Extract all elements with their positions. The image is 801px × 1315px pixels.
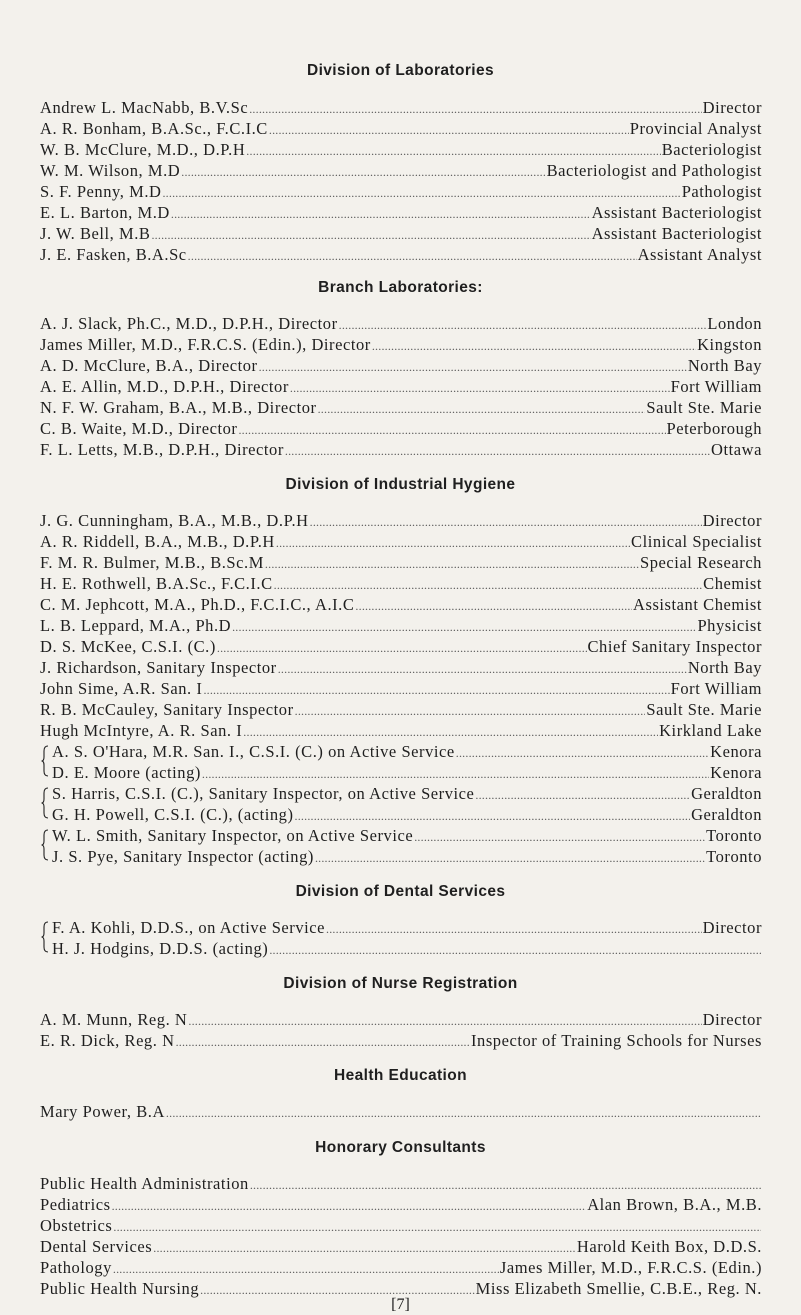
entry-name: J. S. Pye, Sanitary Inspector (acting) xyxy=(52,847,314,866)
entry-location: North Bay xyxy=(687,658,762,677)
laboratories-row xyxy=(40,98,762,118)
entry-location: Geraldton xyxy=(691,805,762,824)
entry-location: Kingston xyxy=(697,335,762,354)
dot-leader xyxy=(166,1103,761,1123)
entry-name: A. E. Allin, M.D., D.P.H., Director xyxy=(40,377,289,396)
entry-name: S. F. Penny, M.D xyxy=(40,182,162,201)
dot-leader xyxy=(372,336,696,356)
entry-name: J. E. Fasken, B.A.Sc xyxy=(40,245,187,264)
hygiene-row xyxy=(52,826,762,846)
dot-leader xyxy=(113,1259,499,1279)
field-name: Pediatrics xyxy=(40,1195,111,1214)
entry-title: Director xyxy=(702,511,762,530)
hygiene-row xyxy=(40,658,762,678)
entry-title: Pathologist xyxy=(681,182,762,201)
dot-leader xyxy=(414,827,705,847)
entry-location: North Bay xyxy=(687,356,762,375)
entry-name: H. E. Rothwell, B.A.Sc., F.C.I.C xyxy=(40,574,273,593)
laboratories-row xyxy=(40,203,762,223)
dot-leader xyxy=(243,722,658,742)
entry-name: E. R. Dick, Reg. N xyxy=(40,1031,175,1050)
branch-row xyxy=(40,314,762,334)
dot-leader xyxy=(339,315,707,335)
section-heading-branch-laboratories: Branch Laboratories: xyxy=(318,279,483,296)
hygiene-row xyxy=(40,532,762,552)
brace-icon xyxy=(41,829,49,861)
dot-leader xyxy=(188,246,637,266)
hygiene-row xyxy=(40,553,762,573)
entry-name: James Miller, M.D., F.R.C.S. (Edin.), Director xyxy=(40,335,371,354)
laboratories-row xyxy=(40,119,762,139)
consultant-row xyxy=(40,1174,762,1194)
entry-title: Assistant Bacteriologist xyxy=(591,203,762,222)
dot-leader xyxy=(265,554,639,574)
entry-location: Sault Ste. Marie xyxy=(646,398,762,417)
entry-title: Assistant Bacteriologist xyxy=(591,224,762,243)
laboratories-row xyxy=(40,245,762,265)
entry-name: A. J. Slack, Ph.C., M.D., D.P.H., Director xyxy=(40,314,338,333)
entry-title: Assistant Chemist xyxy=(633,595,762,614)
dot-leader xyxy=(112,1196,587,1216)
brace-icon xyxy=(41,745,49,777)
field-name: Public Health Nursing xyxy=(40,1279,200,1298)
dot-leader xyxy=(295,806,691,826)
entry-name: J. W. Bell, M.B xyxy=(40,224,151,243)
hygiene-row xyxy=(40,700,762,720)
dot-leader xyxy=(269,120,629,140)
entry-location: Kenora xyxy=(710,742,762,761)
dot-leader xyxy=(217,638,587,658)
branch-row xyxy=(40,398,762,418)
consultant-row xyxy=(40,1195,762,1215)
entry-name: J. G. Cunningham, B.A., M.B., D.P.H xyxy=(40,511,309,530)
health-education-row xyxy=(40,1102,762,1122)
laboratories-row xyxy=(40,224,762,244)
nurse-row xyxy=(40,1031,762,1051)
entry-location: Toronto xyxy=(706,826,762,845)
entry-location: Kirkland Lake xyxy=(659,721,762,740)
entry-name: A. R. Bonham, B.A.Sc., F.C.I.C xyxy=(40,119,268,138)
entry-title: Provincial Analyst xyxy=(629,119,762,138)
entry-name: Hugh McIntyre, A. R. San. I xyxy=(40,721,243,740)
consultant-name: Miss Elizabeth Smellie, C.B.E., Reg. N. xyxy=(475,1279,762,1298)
entry-name: A. D. McClure, B.A., Director xyxy=(40,356,258,375)
dot-leader xyxy=(310,512,702,532)
entry-location: Peterborough xyxy=(666,419,762,438)
entry-name: L. B. Leppard, M.A., Ph.D xyxy=(40,616,232,635)
brace-icon xyxy=(41,921,49,953)
entry-name: D. S. McKee, C.S.I. (C.) xyxy=(40,637,216,656)
section-heading-dental-services: Division of Dental Services xyxy=(295,883,506,900)
field-name: Public Health Administration xyxy=(40,1174,249,1193)
hygiene-row xyxy=(40,616,762,636)
field-name: Dental Services xyxy=(40,1237,153,1256)
field-name: Obstetrics xyxy=(40,1216,113,1235)
hygiene-row xyxy=(40,595,762,615)
branch-row xyxy=(40,335,762,355)
dental-row xyxy=(52,918,762,938)
entry-location: London xyxy=(707,314,762,333)
consultant-row xyxy=(40,1237,762,1257)
dot-leader xyxy=(246,141,660,161)
entry-name: W. L. Smith, Sanitary Inspector, on Active Service xyxy=(52,826,414,845)
dot-leader xyxy=(318,399,646,419)
laboratories-row xyxy=(40,161,762,181)
entry-title: Director xyxy=(702,918,762,937)
hygiene-row xyxy=(40,637,762,657)
entry-title: Bacteriologist and Pathologist xyxy=(546,161,762,180)
entry-name: F. L. Letts, M.B., D.P.H., Director xyxy=(40,440,284,459)
entry-title: Director xyxy=(702,1010,762,1029)
dot-leader xyxy=(290,378,670,398)
entry-title: Director xyxy=(702,98,762,117)
entry-title: Inspector of Training Schools for Nurses xyxy=(470,1031,762,1050)
dot-leader xyxy=(153,1238,576,1258)
dot-leader xyxy=(456,743,709,763)
dot-leader xyxy=(203,680,669,700)
dot-leader xyxy=(181,162,545,182)
dot-leader xyxy=(276,533,630,553)
dot-leader xyxy=(249,99,701,119)
dot-leader xyxy=(278,659,687,679)
entry-name: C. M. Jephcott, M.A., Ph.D., F.C.I.C., A.I.C xyxy=(40,595,355,614)
dot-leader xyxy=(295,701,646,721)
entry-title: Bacteriologist xyxy=(661,140,762,159)
entry-title: Physicist xyxy=(697,616,762,635)
consultant-row xyxy=(40,1258,762,1278)
dot-leader xyxy=(176,1032,470,1052)
consultant-name: Alan Brown, B.A., M.B. xyxy=(587,1195,762,1214)
dental-row xyxy=(52,939,762,959)
dot-leader xyxy=(355,596,632,616)
dot-leader xyxy=(285,441,710,461)
field-name: Pathology xyxy=(40,1258,112,1277)
hygiene-row xyxy=(52,847,762,867)
entry-name: A. R. Riddell, B.A., M.B., D.P.H xyxy=(40,532,275,551)
laboratories-row xyxy=(40,182,762,202)
hygiene-row xyxy=(40,574,762,594)
entry-name: John Sime, A.R. San. I xyxy=(40,679,203,698)
entry-location: Toronto xyxy=(706,847,762,866)
section-heading-health-education: Health Education xyxy=(334,1067,467,1084)
dot-leader xyxy=(202,764,709,784)
entry-location: Ottawa xyxy=(711,440,762,459)
entry-name: D. E. Moore (acting) xyxy=(52,763,201,782)
consultant-name: Harold Keith Box, D.D.S. xyxy=(576,1237,762,1256)
branch-row xyxy=(40,419,762,439)
section-heading-laboratories: Division of Laboratories xyxy=(306,62,495,79)
entry-name: J. Richardson, Sanitary Inspector xyxy=(40,658,277,677)
branch-row xyxy=(40,377,762,397)
entry-name: Mary Power, B.A xyxy=(40,1102,165,1121)
branch-row xyxy=(40,440,762,460)
entry-name: F. M. R. Bulmer, M.B., B.Sc.M xyxy=(40,553,264,572)
entry-name: G. H. Powell, C.S.I. (C.), (acting) xyxy=(52,805,294,824)
dot-leader xyxy=(326,919,702,939)
entry-name: H. J. Hodgins, D.D.S. (acting) xyxy=(52,939,269,958)
hygiene-row xyxy=(40,511,762,531)
entry-name: F. A. Kohli, D.D.S., on Active Service xyxy=(52,918,326,937)
entry-name: W. M. Wilson, M.D xyxy=(40,161,181,180)
branch-row xyxy=(40,356,762,376)
dot-leader xyxy=(274,575,703,595)
laboratories-row xyxy=(40,140,762,160)
section-heading-industrial-hygiene: Division of Industrial Hygiene xyxy=(285,476,516,493)
section-heading-nurse-registration: Division of Nurse Registration xyxy=(283,975,518,992)
dot-leader xyxy=(171,204,591,224)
dot-leader xyxy=(151,225,590,245)
dot-leader xyxy=(250,1175,761,1195)
entry-name: C. B. Waite, M.D., Director xyxy=(40,419,238,438)
hygiene-row xyxy=(52,742,762,762)
entry-location: Geraldton xyxy=(691,784,762,803)
dot-leader xyxy=(113,1217,761,1237)
entry-title: Chemist xyxy=(703,574,762,593)
entry-name: N. F. W. Graham, B.A., M.B., Director xyxy=(40,398,317,417)
entry-title: Clinical Specialist xyxy=(631,532,762,551)
entry-name: A. S. O'Hara, M.R. San. I., C.S.I. (C.) on Active Service xyxy=(52,742,455,761)
dot-leader xyxy=(238,420,665,440)
page-number: [7] xyxy=(391,1296,410,1313)
entry-title: Assistant Analyst xyxy=(637,245,762,264)
nurse-row xyxy=(40,1010,762,1030)
entry-name: Andrew L. MacNabb, B.V.Sc xyxy=(40,98,249,117)
entry-location: Fort William xyxy=(670,679,762,698)
entry-location: Kenora xyxy=(710,763,762,782)
consultant-row xyxy=(40,1216,762,1236)
dot-leader xyxy=(315,848,705,868)
entry-name: A. M. Munn, Reg. N xyxy=(40,1010,188,1029)
dot-leader xyxy=(475,785,690,805)
hygiene-row xyxy=(52,805,762,825)
entry-title: Special Research xyxy=(640,553,762,572)
dot-leader xyxy=(259,357,687,377)
consultant-name: James Miller, M.D., F.R.C.S. (Edin.) xyxy=(499,1258,762,1277)
hygiene-row xyxy=(40,721,762,741)
dot-leader xyxy=(232,617,696,637)
dot-leader xyxy=(188,1011,701,1031)
dot-leader xyxy=(269,940,761,960)
dot-leader xyxy=(162,183,680,203)
entry-name: W. B. McClure, M.D., D.P.H xyxy=(40,140,246,159)
entry-name: R. B. McCauley, Sanitary Inspector xyxy=(40,700,294,719)
entry-title: Chief Sanitary Inspector xyxy=(587,637,762,656)
section-heading-honorary-consultants: Honorary Consultants xyxy=(315,1139,486,1156)
entry-location: Sault Ste. Marie xyxy=(646,700,762,719)
hygiene-row xyxy=(52,784,762,804)
entry-name: S. Harris, C.S.I. (C.), Sanitary Inspector, on Active Service xyxy=(52,784,475,803)
hygiene-row xyxy=(52,763,762,783)
entry-name: E. L. Barton, M.D xyxy=(40,203,170,222)
entry-location: Fort William xyxy=(670,377,762,396)
hygiene-row xyxy=(40,679,762,699)
brace-icon xyxy=(41,787,49,819)
